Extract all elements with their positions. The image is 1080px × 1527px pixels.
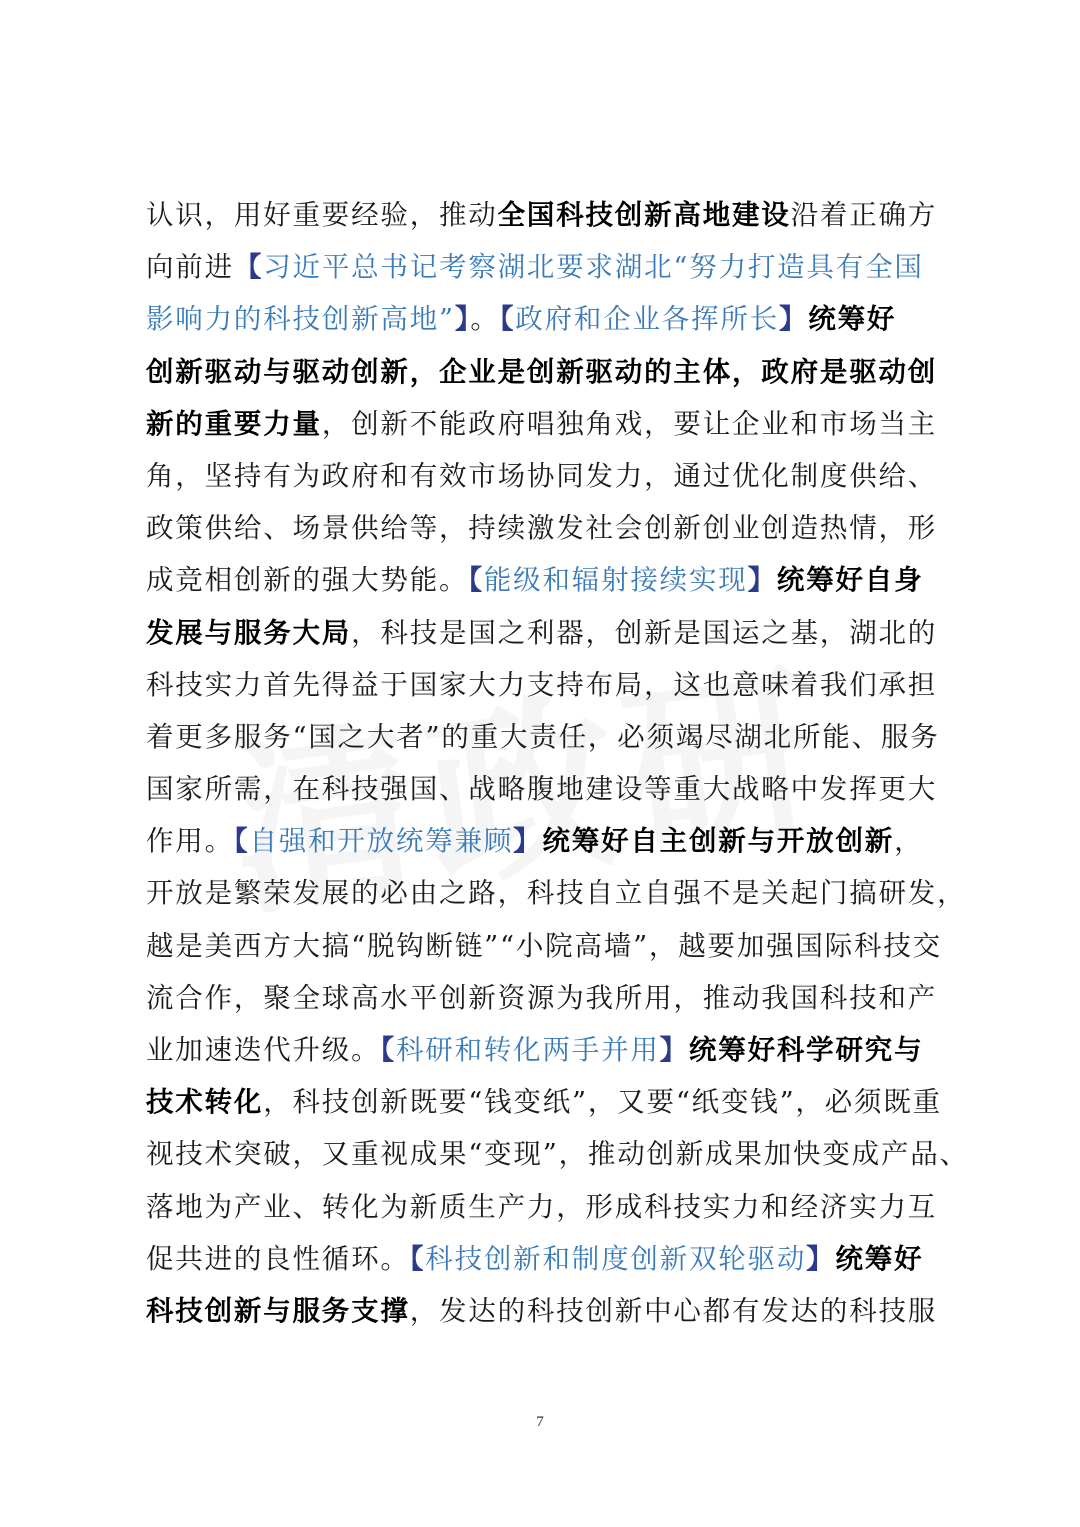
text-segment: 促共进的良性循环。 <box>146 1242 410 1275</box>
bracket-mark: 】 <box>747 564 777 597</box>
text-line <box>146 554 936 606</box>
bracket-mark: 】 <box>659 1034 689 1066</box>
text-line <box>146 1024 936 1076</box>
text-line <box>146 346 936 398</box>
bracket-mark: 【 <box>233 251 264 284</box>
bold-text: 统筹好自主创新与开放创新 <box>542 825 895 858</box>
bold-text: 统筹好 <box>835 1242 924 1275</box>
bracket-mark: 【 <box>409 1242 426 1275</box>
bracket-mark: 】 <box>454 303 471 336</box>
text-segment: 作用。 <box>146 825 234 858</box>
bold-text: 新的重要力量 <box>146 407 322 440</box>
text-line <box>146 293 936 345</box>
text-segment: 。 <box>470 303 500 336</box>
text-line <box>146 398 936 450</box>
text-segment: 成竞相创新的强大势能。 <box>146 564 469 597</box>
highlighted-heading: 政府和企业各挥所长 <box>515 303 779 336</box>
text-segment: ，发达的科技创新中心都有发达的科技服 <box>409 1294 938 1327</box>
bold-text: 创新驱动与驱动创新，企业是创新驱动的主体，政府是驱动创 <box>146 355 938 388</box>
text-segment: 向前进 <box>146 251 234 284</box>
page-number: 7 <box>536 1414 544 1430</box>
text-line <box>146 920 942 972</box>
text-segment: 着更多服务“国之大者”的重大责任，必须竭尽湖北所能、服务 <box>146 720 940 753</box>
text-line <box>146 1076 942 1128</box>
text-line <box>146 1233 936 1285</box>
text-line <box>146 763 936 815</box>
text-line <box>146 450 936 502</box>
bracket-mark: 】 <box>513 825 543 858</box>
text-segment: 认识，用好重要经验，推动 <box>146 199 498 231</box>
text-segment: 越是美西方大搞“脱钩断链”“小院高墙”，越要加强国际科技交 <box>146 929 942 962</box>
bracket-mark: 【 <box>499 303 516 336</box>
highlighted-heading: 科研和转化两手并用 <box>395 1034 660 1066</box>
text-line <box>146 1181 936 1233</box>
bold-text: 统筹好 <box>808 303 897 336</box>
highlighted-heading: 科技创新和制度创新双轮驱动 <box>425 1242 807 1275</box>
bold-text: 统筹好自身 <box>776 564 924 597</box>
text-segment: 落地为产业、转化为新质生产力，形成科技实力和经济实力互 <box>146 1190 938 1223</box>
text-line <box>146 502 936 554</box>
highlighted-heading: 习近平总书记考察湖北要求湖北“努力打造具有全国 <box>263 251 924 284</box>
highlighted-heading: 能级和辐射接续实现 <box>483 564 748 597</box>
text-segment: 业加速迭代升级。 <box>146 1034 381 1066</box>
text-segment: 流合作，聚全球高水平创新资源为我所用，推动我国科技和产 <box>146 981 938 1014</box>
text-line <box>146 815 936 867</box>
text-line <box>146 972 936 1024</box>
text-segment: 科技实力首先得益于国家大力支持布局，这也意味着我们承担 <box>146 668 938 701</box>
bracket-mark: 】 <box>779 303 809 336</box>
text-segment: 视技术突破，又重视成果“变现”，推动创新成果加快变成产品、 <box>146 1138 969 1171</box>
text-segment: 开放是繁荣发展的必由之路，科技自立自强不是关起门搞研发， <box>146 877 967 910</box>
text-segment: ，科技创新既要“钱变纸”，又要“纸变钱”，必须既重 <box>263 1086 942 1119</box>
bracket-mark: 【 <box>468 564 484 597</box>
text-line <box>146 607 936 659</box>
bold-text: 全国科技创新高地建设 <box>497 199 791 231</box>
bold-text: 技术转化 <box>146 1086 264 1119</box>
text-line <box>146 867 967 919</box>
text-segment: 国家所需，在科技强国、战略腹地建设等重大战略中发挥更大 <box>146 773 938 806</box>
text-line <box>146 189 936 241</box>
text-segment: ， <box>894 825 924 858</box>
bold-text: 发展与服务大局 <box>146 616 352 649</box>
bold-text: 科技创新与服务支撑 <box>146 1294 410 1327</box>
text-segment: 政策供给、场景供给等，持续激发社会创新创业创造热情，形 <box>146 512 938 545</box>
bracket-mark: 【 <box>380 1034 396 1066</box>
text-segment: 沿着正确方 <box>790 199 938 231</box>
text-line <box>146 1128 969 1180</box>
bold-text: 统筹好科学研究与 <box>688 1034 924 1066</box>
body-text <box>146 189 969 1337</box>
bracket-mark: 】 <box>806 1242 836 1275</box>
text-line <box>146 1285 936 1337</box>
text-line <box>146 241 936 293</box>
bracket-mark: 【 <box>233 825 250 858</box>
text-line <box>146 711 940 763</box>
text-line <box>146 659 936 711</box>
highlighted-heading: 自强和开放统筹兼顾 <box>249 825 514 858</box>
text-segment: ，创新不能政府唱独角戏，要让企业和市场当主 <box>321 407 938 440</box>
text-segment: ，科技是国之利器，创新是国运之基，湖北的 <box>351 616 938 649</box>
text-segment: 角，坚持有为政府和有效市场协同发力，通过优化制度供给、 <box>146 459 938 492</box>
highlighted-heading: 影响力的科技创新高地” <box>146 303 455 336</box>
